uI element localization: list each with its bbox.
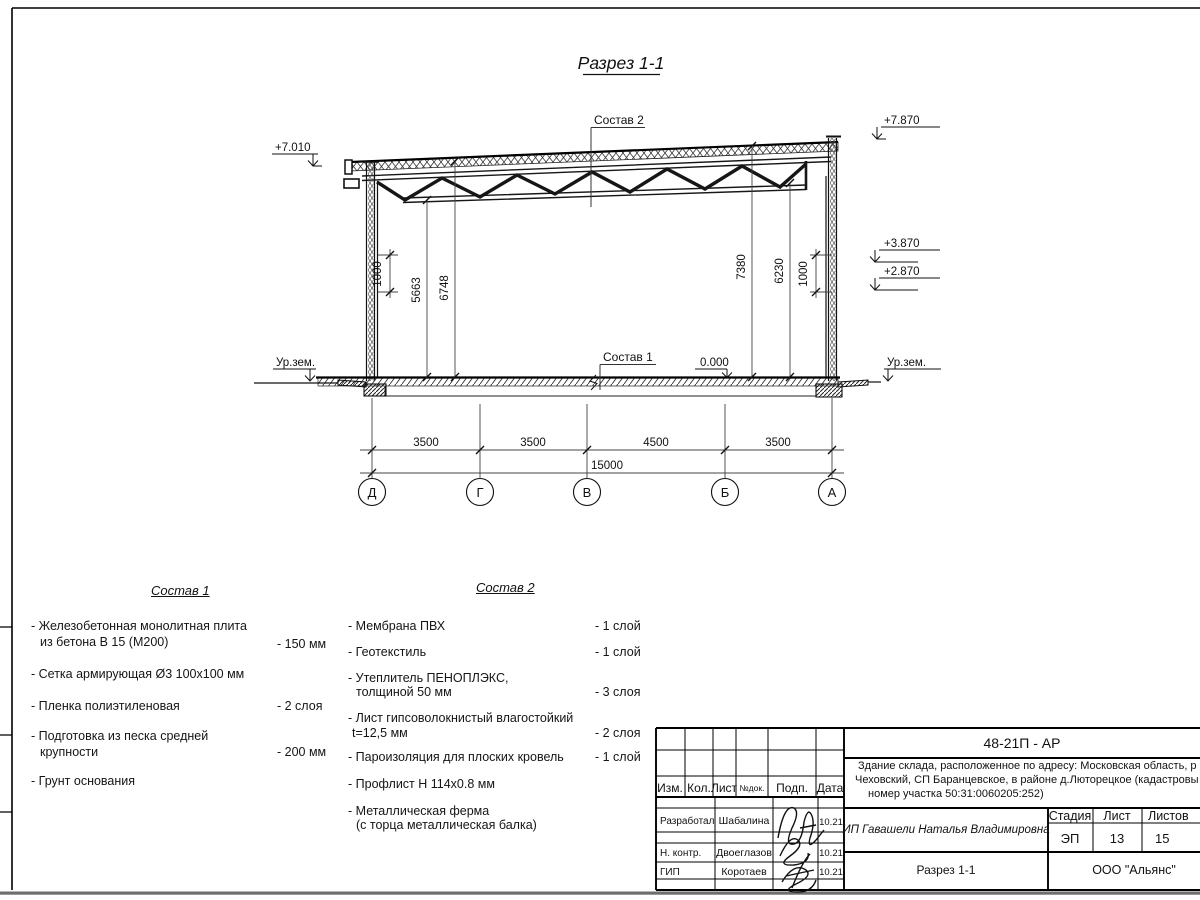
composition1-ref-text: Состав 1	[603, 350, 653, 364]
composition1-item-text: - Железобетонная монолитная плита	[31, 619, 247, 633]
dim-seg-1: 3500	[413, 437, 439, 449]
composition1-item-text: - Подготовка из песка средней	[31, 729, 209, 743]
elevation-right-mid-text: +3.870	[884, 238, 920, 250]
signer-role-3: ГИП	[660, 867, 680, 878]
col-ndok: №док.	[739, 783, 765, 793]
titleblock	[656, 728, 1200, 892]
dim-6230: 6230	[774, 258, 786, 284]
project-description-line2: Чеховский, СП Баранцевское, в районе д.Люторецкое (кадастровы	[855, 774, 1199, 786]
right-apron	[838, 380, 868, 387]
col-podp: Подп.	[776, 781, 808, 795]
elevation-right-low-text: +2.870	[884, 266, 920, 278]
ground-right-text: Ур.зем.	[887, 357, 927, 369]
col-kol: Кол.	[687, 781, 711, 795]
col-list: Лист	[710, 781, 738, 795]
signer-date-2: 10.21	[819, 848, 843, 859]
dim-1000-left: 1000	[372, 261, 384, 287]
composition1-item-text: - Грунт основания	[31, 774, 136, 788]
composition1-item-value: - 200 мм	[277, 745, 327, 759]
right-wall-panel	[830, 138, 836, 381]
composition1-item-value: - 150 мм	[277, 637, 327, 651]
roof-end-plate	[345, 160, 352, 174]
signature-1	[778, 808, 824, 845]
project-description-line3: номер участка 50:31:0060205:252)	[868, 788, 1044, 800]
composition2-item-text: - Пароизоляция для плоских кровель	[348, 750, 564, 764]
axis-a: А	[827, 485, 837, 500]
composition2-item-text: толщиной 50 мм	[356, 685, 452, 699]
stage-label: Стадия	[1048, 809, 1092, 823]
left-footing	[364, 384, 386, 396]
signer-name-2: Двоеглазов	[716, 847, 772, 859]
sheet-label: Лист	[1103, 809, 1131, 823]
col-izm: Изм.	[657, 781, 683, 795]
dim-seg-4: 3500	[765, 437, 791, 449]
composition2-item-text: - Геотекстиль	[348, 645, 427, 659]
elevation-floor-text: 0.000	[700, 357, 729, 369]
composition2-item-text: - Металлическая ферма	[348, 804, 490, 818]
sheets-label: Листов	[1148, 809, 1189, 823]
composition2-item-value: - 1 слой	[595, 645, 641, 659]
view-title-text: Разрез 1-1	[577, 53, 665, 73]
composition1-item-value: - 2 слоя	[277, 699, 323, 713]
composition1-item-text: - Пленка полиэтиленовая	[31, 699, 180, 713]
composition2-item-value: - 1 слой	[595, 750, 641, 764]
horizontal-dimensions	[360, 398, 844, 478]
drawing-name: Разрез 1-1	[916, 863, 976, 877]
composition1-item-text: - Сетка армирующая Ø3 100х100 мм	[31, 667, 245, 681]
project-description-line1: Здание склада, расположенное по адресу: Московская область, р	[858, 760, 1197, 772]
composition1-title: Состав 1	[151, 583, 210, 598]
axis-v: В	[582, 485, 592, 500]
signer-date-1: 10.21	[819, 817, 843, 828]
elevation-right-mid	[870, 238, 940, 262]
signer-name-1: Шабалина	[718, 815, 770, 827]
organization-name: ООО "Альянс"	[1092, 863, 1176, 877]
dim-total: 15000	[591, 460, 623, 472]
doc-number: 48-21П - АР	[983, 735, 1061, 751]
dim-6748: 6748	[439, 275, 451, 301]
stage-value: ЭП	[1060, 831, 1080, 846]
ground-mark-left	[273, 357, 316, 381]
composition2-ref-text: Состав 2	[594, 113, 644, 127]
elevation-right-top	[872, 115, 940, 139]
composition2-item-value: - 3 слоя	[595, 685, 641, 699]
composition2-item-text: - Утеплитель ПЕНОПЛЭКС,	[348, 671, 509, 685]
composition2-item-text: - Лист гипсоволокнистый влагостойкий	[348, 711, 574, 725]
composition2-item-text: (с торца металлическая балка)	[356, 818, 537, 832]
col-data: Дата	[816, 781, 844, 795]
signature-2-3	[780, 839, 816, 892]
signer-role-2: Н. контр.	[660, 848, 702, 859]
composition2-item-text: - Мембрана ПВХ	[348, 619, 446, 633]
axis-g: Г	[476, 485, 484, 500]
composition2-item-value: - 2 слоя	[595, 726, 641, 740]
composition1-item-text: из бетона В 15 (М200)	[40, 635, 169, 649]
dim-seg-3: 4500	[643, 437, 669, 449]
axis-b: Б	[720, 485, 730, 500]
sheet-value: 13	[1109, 831, 1125, 846]
elevation-floor	[695, 357, 732, 378]
customer-name: ИП Гавашели Наталья Владимировна	[842, 824, 1050, 836]
view-title	[578, 53, 665, 75]
truss-bearing	[344, 179, 359, 188]
elevation-right-low	[870, 266, 940, 290]
elevation-right-top-text: +7.870	[884, 115, 920, 127]
elevation-left-top-text: +7.010	[275, 142, 311, 154]
dim-5663: 5663	[411, 277, 423, 303]
signer-date-3: 10.21	[819, 867, 843, 878]
dim-1000-right: 1000	[798, 261, 810, 287]
ground-left-text: Ур.зем.	[276, 357, 316, 369]
axis-bubbles	[359, 479, 846, 506]
dim-7380: 7380	[736, 254, 748, 280]
composition2-item-text: t=12,5 мм	[352, 726, 408, 740]
sheets-value: 15	[1155, 831, 1170, 846]
composition2-item-text: - Профлист Н 114х0.8 мм	[348, 777, 495, 791]
sheet-bottom-edge	[0, 892, 1200, 895]
composition2-item-value: - 1 слой	[595, 619, 641, 633]
ground-mark-right	[883, 357, 941, 381]
signer-role-1: Разработал	[660, 816, 715, 827]
axis-d: Д	[367, 485, 377, 500]
dim-seg-2: 3500	[520, 437, 546, 449]
composition1-item-text: крупности	[40, 745, 99, 759]
signer-name-3: Коротаев	[721, 866, 767, 878]
composition2-title: Состав 2	[476, 580, 535, 595]
elevation-left-top	[272, 142, 322, 166]
